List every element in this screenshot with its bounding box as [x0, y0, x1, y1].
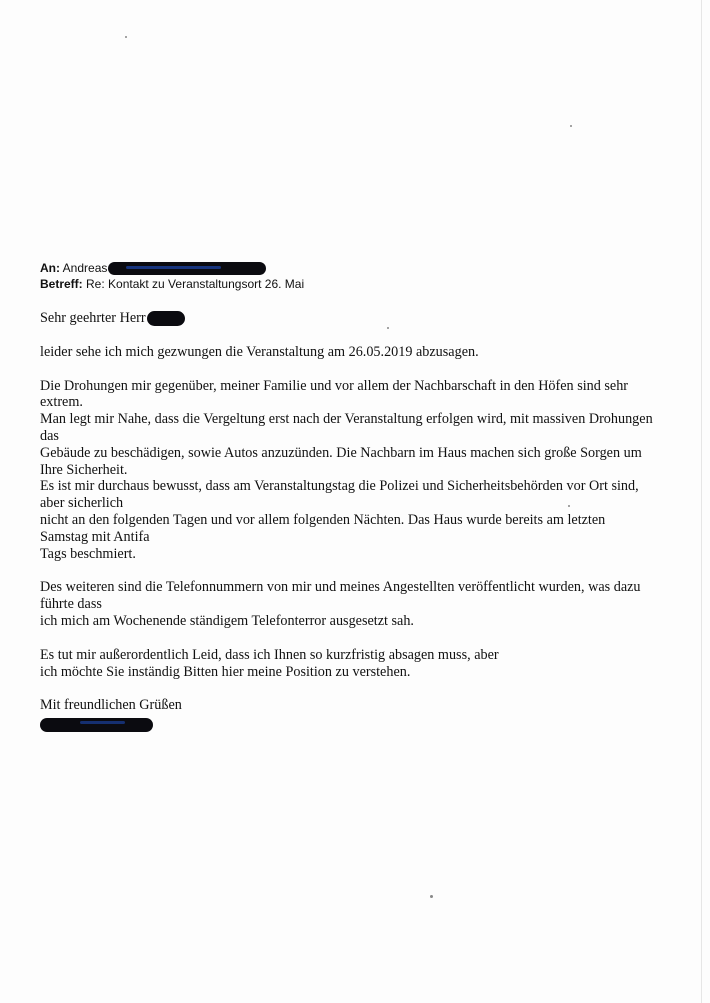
salutation — [40, 310, 680, 327]
paragraph-line: Die Drohungen mir gegenüber, meiner Familie und vor allem der Nachbarschaft in den Höfen sind sehr — [40, 377, 629, 394]
redaction-mark — [147, 311, 185, 326]
paragraph-line: Tags beschmiert. — [40, 545, 136, 562]
paragraph-line: Samstag mit Antifa — [40, 528, 150, 545]
paragraph-line: extrem. — [40, 394, 83, 411]
salutation-text: Sehr geehrter Herr — [40, 310, 146, 326]
paragraph-line: Es tut mir außerordentlich Leid, dass ich Ihnen so kurzfristig absagen muss, aber — [40, 646, 499, 663]
subject-label: Betreff: — [40, 277, 83, 291]
cancel-line: leider sehe ich mich gezwungen die Veranstaltung am 26.05.2019 abzusagen. — [40, 343, 479, 360]
signature-redaction — [40, 718, 153, 732]
paragraph-line: führte dass — [40, 596, 102, 613]
paragraph-phone — [40, 579, 680, 629]
paragraph-line: nicht an den folgenden Tagen und vor allem folgenden Nächten. Das Haus wurde bereits am letzten — [40, 511, 606, 528]
to-label: An: — [40, 261, 60, 275]
scan-speck — [430, 895, 433, 898]
scan-speck — [570, 125, 572, 127]
to-name: Andreas — [62, 261, 108, 275]
paragraph-line: aber sicherlich — [40, 495, 124, 512]
scan-speck — [125, 36, 127, 38]
paragraph-line: Gebäude zu beschädigen, sowie Autos anzuzünden. Die Nachbarn im Haus machen sich große Sorgen um — [40, 444, 642, 461]
paragraph-line: Ihre Sicherheit. — [40, 461, 128, 478]
paragraph-line: Des weiteren sind die Telefonnummern von mir und meines Angestellten veröffentlicht wurden, was dazu — [40, 579, 641, 596]
paragraph-line: das — [40, 427, 59, 444]
paragraph-line: ich mich am Wochenende ständigem Telefonterror ausgesetzt sah. — [40, 612, 414, 629]
paragraph-line: Man legt mir Nahe, dass die Vergeltung erst nach der Veranstaltung erfolgen wird, mit massiven Drohungen — [40, 411, 653, 428]
paragraph-apology — [40, 647, 680, 681]
closing: Mit freundlichen Grüßen — [40, 697, 182, 714]
to-line — [40, 260, 304, 276]
paragraph-line: Es ist mir durchaus bewusst, dass am Veranstaltungstag die Polizei und Sicherheitsbehörden vor Ort sind, — [40, 478, 639, 495]
letter-body — [40, 310, 680, 732]
subject-value: Re: Kontakt zu Veranstaltungsort 26. Mai — [86, 277, 305, 291]
redaction-mark — [108, 262, 266, 275]
subject-line — [40, 276, 304, 292]
paragraph-line: ich möchte Sie inständig Bitten hier meine Position zu verstehen. — [40, 663, 411, 680]
paragraph-threats — [40, 378, 680, 563]
scan-edge — [701, 0, 702, 1003]
email-header — [40, 260, 304, 292]
